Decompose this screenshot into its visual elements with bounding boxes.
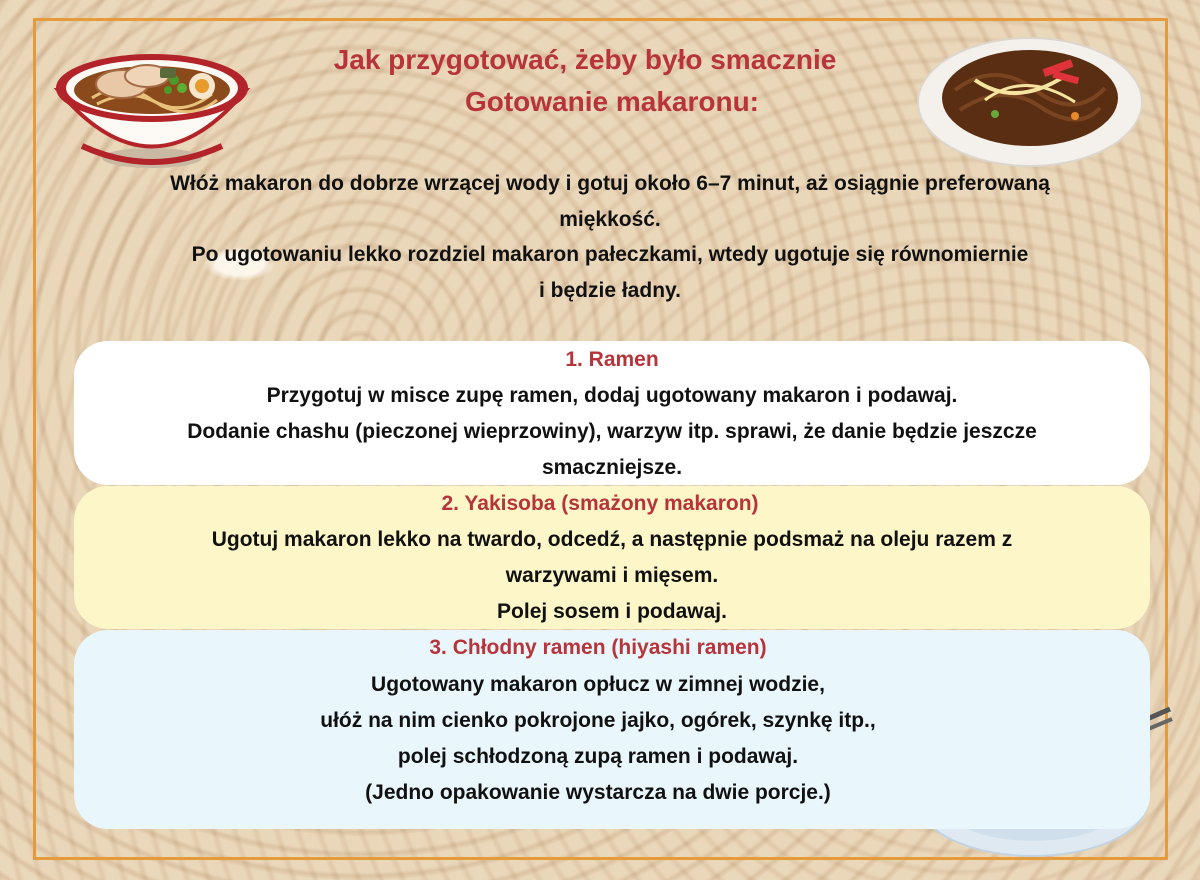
recipe-line: (Jedno opakowanie wystarcza na dwie porcje.) [365, 781, 831, 804]
recipe-body [74, 522, 1150, 630]
page-title: Jak przygotować, żeby było smacznie [333, 44, 837, 75]
recipe-heading: 1. Ramen [565, 348, 659, 371]
intro-line-3: Po ugotowaniu lekko rozdziel makaron pałeczkami, wtedy ugotuje się równomiernie [191, 243, 1029, 266]
recipe-line: Ugotuj makaron lekko na twardo, odcedź, a następnie podsmaż na oleju razem z [211, 528, 1013, 551]
intro-line-2: miękkość. [559, 208, 661, 231]
recipe-body [74, 378, 1150, 486]
recipe-line: Przygotuj w misce zupę ramen, dodaj ugotowany makaron i podawaj. [266, 384, 958, 407]
recipe-card-yakisoba [74, 486, 1150, 629]
intro-line-1: Włóż makaron do dobrze wrzącej wody i gotuj około 6–7 minut, aż osiągnie preferowaną [170, 172, 1050, 195]
recipe-card-ramen [74, 341, 1150, 485]
recipe-line: polej schłodzoną zupą ramen i podawaj. [397, 745, 799, 768]
recipe-line: smaczniejsze. [541, 456, 683, 479]
recipe-line: Polej sosem i podawaj. [497, 600, 727, 623]
page-subtitle: Gotowanie makaronu: [464, 86, 760, 117]
recipe-heading: 2. Yakisoba (smażony makaron) [441, 492, 759, 515]
recipe-line: Ugotowany makaron opłucz w zimnej wodzie, [371, 673, 825, 696]
recipe-heading: 3. Chłodny ramen (hiyashi ramen) [429, 636, 767, 659]
recipe-line: Dodanie chashu (pieczonej wieprzowiny), warzyw itp. sprawi, że danie będzie jeszcze [187, 420, 1037, 443]
recipe-card-hiyashi-ramen [74, 630, 1150, 829]
recipe-body [60, 667, 1136, 811]
recipe-line: warzywami i mięsem. [505, 564, 719, 587]
recipe-line: ułóż na nim cienko pokrojone jajko, ogórek, szynkę itp., [320, 709, 876, 732]
intro-line-4: i będzie ładny. [539, 279, 681, 302]
